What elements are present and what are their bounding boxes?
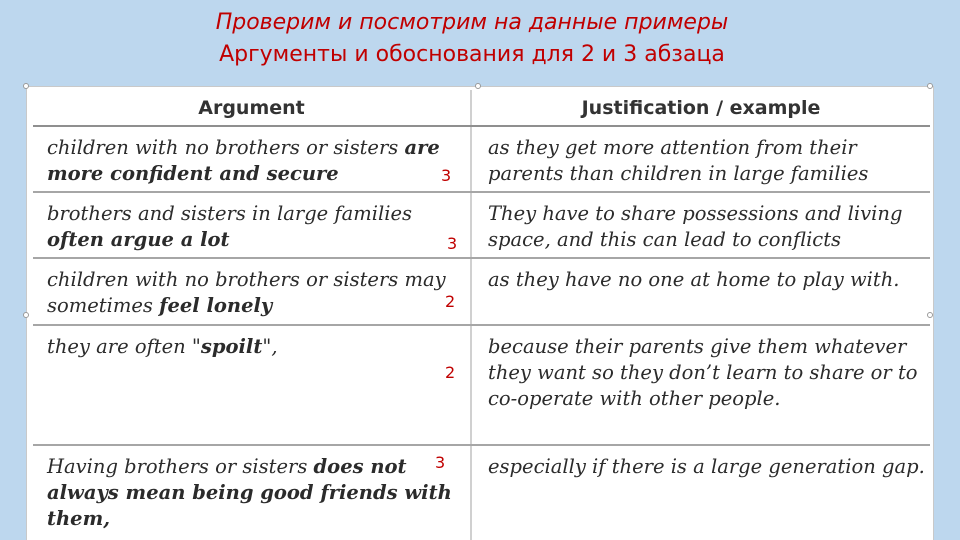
argument-cell — [33, 445, 471, 540]
argument-cell — [33, 325, 471, 445]
arguments-table — [33, 90, 930, 540]
argument-text: Having brothers or sisters — [47, 455, 314, 478]
column-header-argument: Argument — [33, 90, 471, 126]
justification-cell: especially if there is a large generation gap. — [488, 455, 925, 478]
argument-emphasis: spoilt — [200, 335, 263, 358]
argument-emphasis: are more confident and secure — [47, 136, 440, 185]
paragraph-mark: 2 — [445, 292, 456, 311]
table-row — [33, 445, 930, 540]
paragraph-mark: 3 — [435, 453, 446, 472]
justification-cell: as they get more attention from their parents than children in large families — [471, 126, 930, 192]
paragraph-mark: 2 — [445, 363, 456, 382]
slide-title: Проверим и посмотрим на данные примеры — [215, 10, 729, 35]
table-row — [33, 192, 930, 258]
paragraph-mark: 3 — [441, 166, 452, 185]
justification-cell: as they have no one at home to play with. — [471, 258, 930, 325]
resize-handle-icon[interactable] — [23, 312, 29, 318]
table-row — [33, 325, 930, 445]
argument-cell — [33, 258, 471, 325]
argument-text: they are often " — [47, 335, 201, 358]
justification-cell: They have to share possessions and living space, and this can lead to conflicts — [471, 192, 930, 258]
column-header-justification: Justification / example — [471, 90, 930, 126]
resize-handle-icon[interactable] — [475, 83, 481, 89]
slide-subtitle: Аргументы и обоснования для 2 и 3 абзаца — [219, 42, 725, 67]
argument-tail: ", — [262, 335, 278, 358]
paragraph-mark: 3 — [447, 234, 458, 253]
argument-text: children with no brothers or sisters may sometimes — [47, 268, 446, 317]
resize-handle-icon[interactable] — [927, 83, 933, 89]
resize-handle-icon[interactable] — [23, 83, 29, 89]
argument-cell — [33, 192, 471, 258]
table-header-row — [33, 90, 930, 126]
argument-text: brothers and sisters in large families — [47, 202, 413, 225]
argument-emphasis: often argue a lot — [47, 228, 230, 251]
justification-cell: because their parents give them whatever they want so they don’t learn to share or to co-operate with other people. — [471, 325, 930, 445]
table-row — [33, 258, 930, 325]
argument-emphasis: does not always mean being good friends with them, — [47, 455, 452, 530]
argument-cell — [33, 126, 471, 192]
table-row — [33, 126, 930, 192]
argument-emphasis: feel lonely — [159, 294, 273, 317]
argument-text: children with no brothers or sisters — [47, 136, 405, 159]
